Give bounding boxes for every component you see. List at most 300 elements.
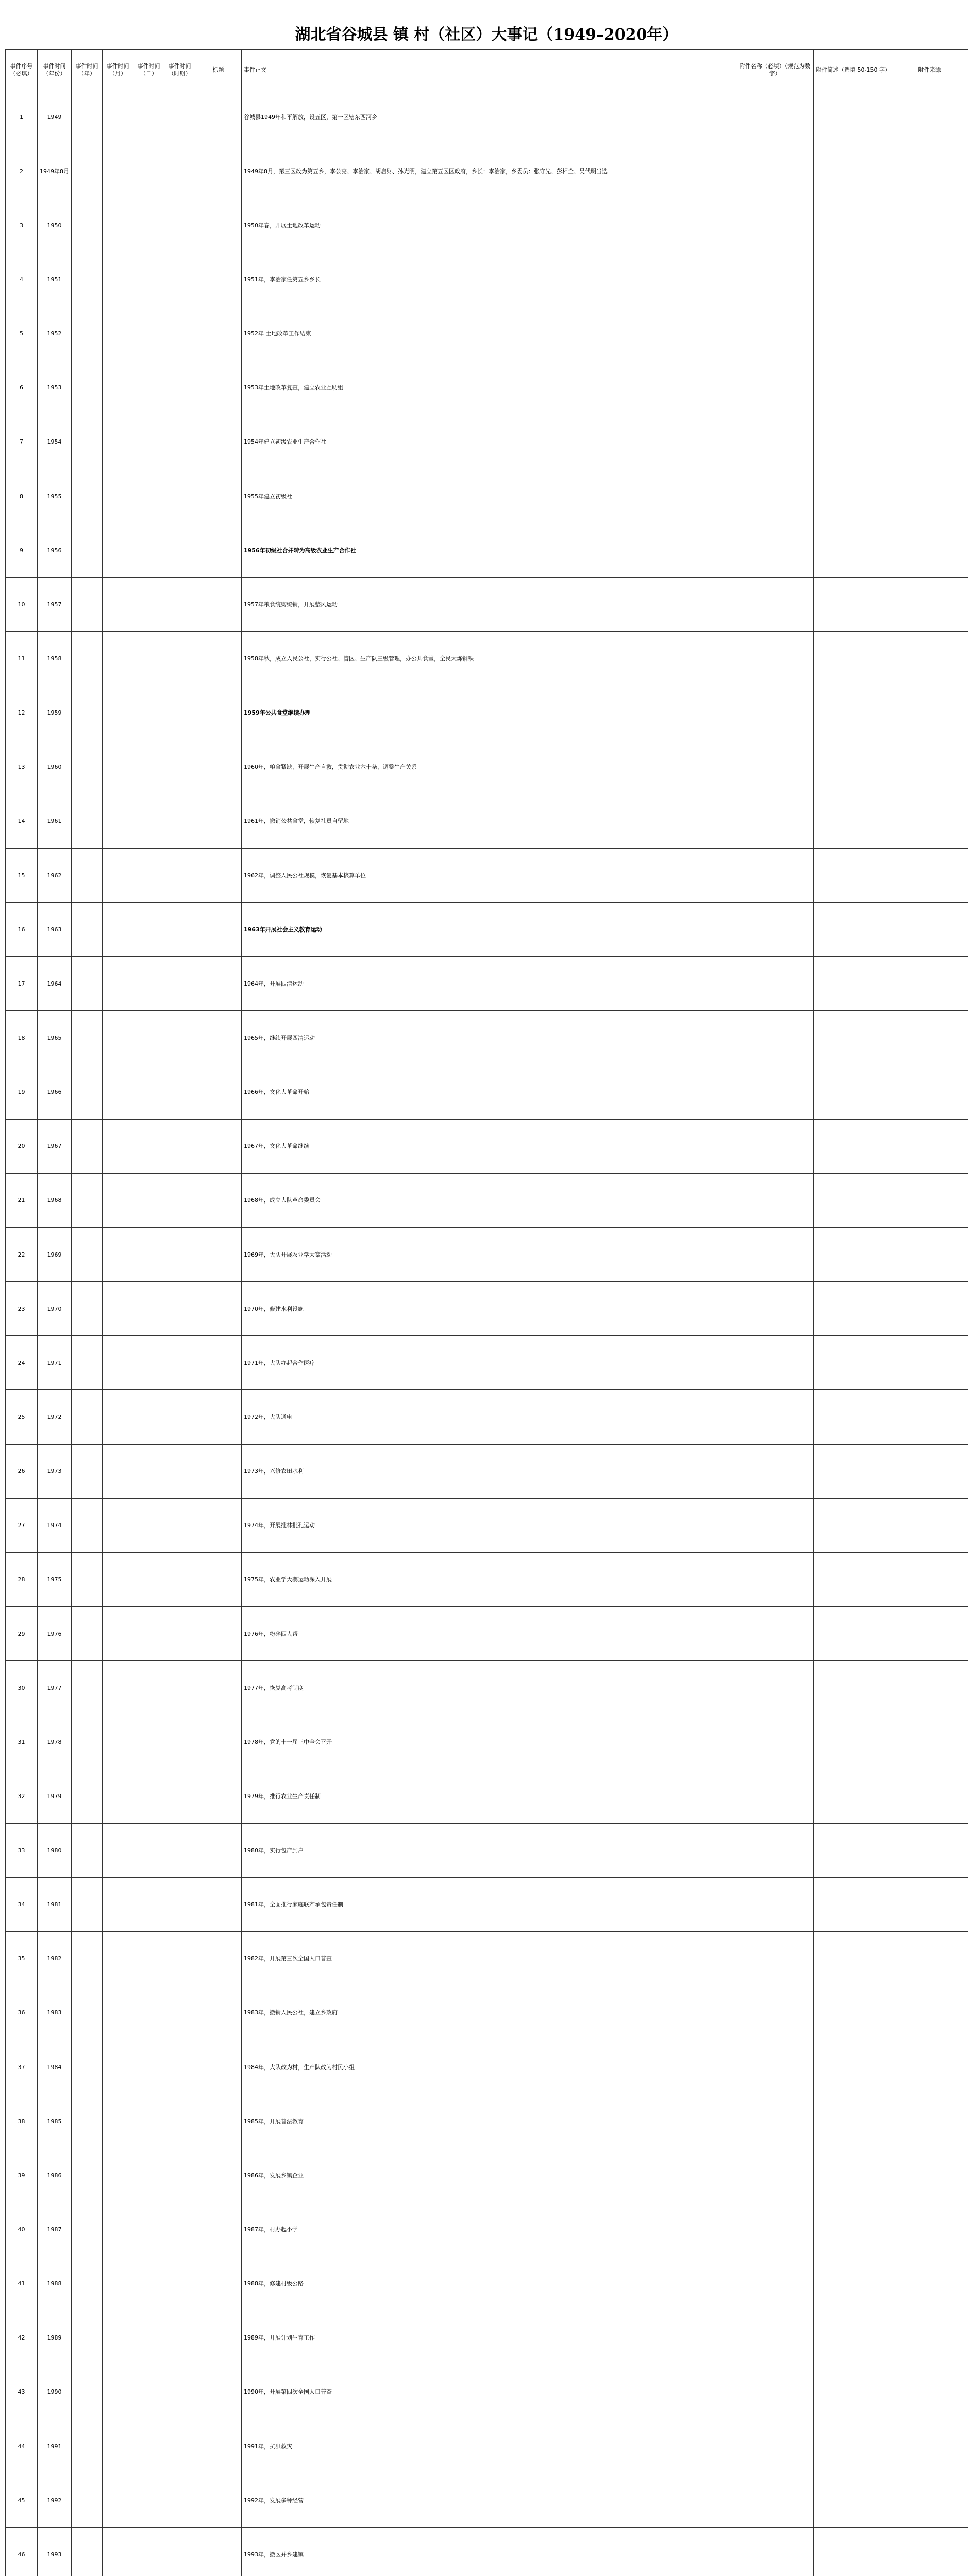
- empty-cell: [891, 1011, 968, 1065]
- empty-cell: [736, 2094, 814, 2148]
- empty-cell: [195, 1823, 242, 1877]
- empty-cell: [814, 740, 891, 794]
- event-text-cell: 1956年初级社合并转为高级农业生产合作社: [242, 523, 736, 578]
- event-number-cell: 32: [6, 1769, 38, 1823]
- empty-cell: [891, 1986, 968, 2040]
- empty-cell: [814, 2257, 891, 2311]
- empty-cell: [195, 794, 242, 848]
- event-year-cell: 1966: [38, 1065, 72, 1119]
- empty-cell: [736, 1011, 814, 1065]
- empty-cell: [814, 686, 891, 740]
- empty-cell: [103, 2311, 133, 2365]
- table-row: [6, 1444, 968, 1498]
- empty-cell: [133, 1390, 164, 1444]
- empty-cell: [891, 1661, 968, 1715]
- empty-cell: [891, 415, 968, 469]
- empty-cell: [133, 2202, 164, 2257]
- event-year-cell: 1980: [38, 1823, 72, 1877]
- empty-cell: [133, 1823, 164, 1877]
- event-year-cell: 1989: [38, 2311, 72, 2365]
- empty-cell: [72, 2202, 103, 2257]
- empty-cell: [736, 523, 814, 578]
- header-cell: 事件时间（年份）: [38, 50, 72, 90]
- empty-cell: [814, 1011, 891, 1065]
- event-text-cell: 1963年开展社会主义教育运动: [242, 903, 736, 957]
- empty-cell: [133, 2040, 164, 2094]
- empty-cell: [103, 1011, 133, 1065]
- empty-cell: [164, 686, 195, 740]
- empty-cell: [72, 1282, 103, 1336]
- empty-cell: [736, 2148, 814, 2202]
- empty-cell: [195, 848, 242, 902]
- empty-cell: [195, 2202, 242, 2257]
- table-body: [6, 90, 968, 2576]
- empty-cell: [164, 2094, 195, 2148]
- empty-cell: [72, 144, 103, 198]
- empty-cell: [736, 903, 814, 957]
- empty-cell: [814, 1173, 891, 1227]
- empty-cell: [736, 957, 814, 1011]
- event-number-cell: 25: [6, 1390, 38, 1444]
- empty-cell: [103, 632, 133, 686]
- empty-cell: [72, 1986, 103, 2040]
- empty-cell: [72, 1390, 103, 1444]
- header-cell: 事件时间（年）: [72, 50, 103, 90]
- empty-cell: [164, 1173, 195, 1227]
- event-year-cell: 1949: [38, 90, 72, 144]
- header-cell: 事件时间（时期）: [164, 50, 195, 90]
- empty-cell: [103, 2419, 133, 2473]
- empty-cell: [736, 794, 814, 848]
- empty-cell: [814, 957, 891, 1011]
- event-number-cell: 23: [6, 1282, 38, 1336]
- empty-cell: [133, 1011, 164, 1065]
- empty-cell: [72, 2419, 103, 2473]
- empty-cell: [736, 307, 814, 361]
- event-year-cell: 1965: [38, 1011, 72, 1065]
- empty-cell: [72, 1661, 103, 1715]
- empty-cell: [103, 1552, 133, 1606]
- empty-cell: [133, 2419, 164, 2473]
- empty-cell: [814, 2528, 891, 2576]
- empty-cell: [736, 2419, 814, 2473]
- empty-cell: [891, 1390, 968, 1444]
- empty-cell: [736, 2257, 814, 2311]
- empty-cell: [195, 1227, 242, 1281]
- empty-cell: [164, 1282, 195, 1336]
- event-text-cell: 1970年，修建水利设施: [242, 1282, 736, 1336]
- empty-cell: [72, 2040, 103, 2094]
- empty-cell: [195, 1282, 242, 1336]
- empty-cell: [736, 1715, 814, 1769]
- table-row: [6, 1877, 968, 1931]
- table-row: [6, 2257, 968, 2311]
- event-number-cell: 38: [6, 2094, 38, 2148]
- empty-cell: [814, 1119, 891, 1173]
- empty-cell: [814, 523, 891, 578]
- table-row: [6, 307, 968, 361]
- empty-cell: [164, 1823, 195, 1877]
- empty-cell: [814, 2473, 891, 2528]
- empty-cell: [814, 1606, 891, 1660]
- event-number-cell: 10: [6, 578, 38, 632]
- event-year-cell: 1964: [38, 957, 72, 1011]
- event-text-cell: 1982年，开展第三次全国人口普查: [242, 1931, 736, 1986]
- empty-cell: [133, 1498, 164, 1552]
- empty-cell: [133, 1552, 164, 1606]
- empty-cell: [133, 198, 164, 252]
- empty-cell: [103, 740, 133, 794]
- empty-cell: [72, 1498, 103, 1552]
- empty-cell: [72, 740, 103, 794]
- empty-cell: [736, 1661, 814, 1715]
- table-row: [6, 361, 968, 415]
- empty-cell: [891, 307, 968, 361]
- header-cell: 事件正文: [242, 50, 736, 90]
- empty-cell: [103, 1931, 133, 1986]
- event-number-cell: 5: [6, 307, 38, 361]
- empty-cell: [891, 1877, 968, 1931]
- event-text-cell: 1965年，继续开展四清运动: [242, 1011, 736, 1065]
- empty-cell: [164, 2148, 195, 2202]
- empty-cell: [891, 957, 968, 1011]
- event-number-cell: 29: [6, 1606, 38, 1660]
- empty-cell: [814, 307, 891, 361]
- header-cell: 附件简述（选填 50-150 字）: [814, 50, 891, 90]
- empty-cell: [814, 2094, 891, 2148]
- empty-cell: [736, 2040, 814, 2094]
- empty-cell: [195, 1986, 242, 2040]
- empty-cell: [736, 1065, 814, 1119]
- empty-cell: [164, 144, 195, 198]
- empty-cell: [103, 1065, 133, 1119]
- empty-cell: [133, 848, 164, 902]
- empty-cell: [164, 252, 195, 307]
- empty-cell: [133, 740, 164, 794]
- event-year-cell: 1976: [38, 1606, 72, 1660]
- event-number-cell: 15: [6, 848, 38, 902]
- event-text-cell: 1986年，发展乡镇企业: [242, 2148, 736, 2202]
- event-year-cell: 1949年8月: [38, 144, 72, 198]
- empty-cell: [814, 1336, 891, 1390]
- empty-cell: [164, 740, 195, 794]
- empty-cell: [72, 2473, 103, 2528]
- event-number-cell: 35: [6, 1931, 38, 1986]
- event-text-cell: 1959年公共食堂继续办理: [242, 686, 736, 740]
- empty-cell: [891, 469, 968, 523]
- event-text-cell: 1975年，农业学大寨运动深入开展: [242, 1552, 736, 1606]
- event-year-cell: 1991: [38, 2419, 72, 2473]
- header-cell: 附件名称（必填）（规范为数字）: [736, 50, 814, 90]
- header-cell: 事件时间（日）: [133, 50, 164, 90]
- empty-cell: [814, 469, 891, 523]
- event-number-cell: 28: [6, 1552, 38, 1606]
- empty-cell: [164, 1986, 195, 2040]
- empty-cell: [736, 1227, 814, 1281]
- empty-cell: [891, 1282, 968, 1336]
- header-cell: 事件时间（月）: [103, 50, 133, 90]
- empty-cell: [164, 1769, 195, 1823]
- event-text-cell: 1976年，粉碎四人帮: [242, 1606, 736, 1660]
- event-number-cell: 45: [6, 2473, 38, 2528]
- empty-cell: [72, 2311, 103, 2365]
- empty-cell: [72, 1227, 103, 1281]
- header-cell: 事件序号（必填）: [6, 50, 38, 90]
- empty-cell: [103, 1986, 133, 2040]
- event-year-cell: 1987: [38, 2202, 72, 2257]
- empty-cell: [736, 1282, 814, 1336]
- table-row: [6, 632, 968, 686]
- event-text-cell: 1983年，撤销人民公社，建立乡政府: [242, 1986, 736, 2040]
- empty-cell: [164, 1011, 195, 1065]
- empty-cell: [195, 632, 242, 686]
- empty-cell: [891, 2365, 968, 2419]
- empty-cell: [195, 740, 242, 794]
- empty-cell: [195, 686, 242, 740]
- event-year-cell: 1979: [38, 1769, 72, 1823]
- event-text-cell: 1961年，撤销公共食堂，恢复社员自留地: [242, 794, 736, 848]
- empty-cell: [133, 1444, 164, 1498]
- event-text-cell: 1955年建立初级社: [242, 469, 736, 523]
- empty-cell: [814, 794, 891, 848]
- event-number-cell: 16: [6, 903, 38, 957]
- empty-cell: [736, 1877, 814, 1931]
- empty-cell: [103, 1715, 133, 1769]
- empty-cell: [195, 2365, 242, 2419]
- empty-cell: [195, 1661, 242, 1715]
- empty-cell: [195, 144, 242, 198]
- event-year-cell: 1978: [38, 1715, 72, 1769]
- empty-cell: [133, 1606, 164, 1660]
- empty-cell: [195, 2257, 242, 2311]
- event-text-cell: 1951年，李治家任第五乡乡长: [242, 252, 736, 307]
- empty-cell: [133, 523, 164, 578]
- empty-cell: [103, 578, 133, 632]
- empty-cell: [133, 2473, 164, 2528]
- event-number-cell: 3: [6, 198, 38, 252]
- empty-cell: [72, 1877, 103, 1931]
- empty-cell: [814, 415, 891, 469]
- event-text-cell: 1987年，村办起小学: [242, 2202, 736, 2257]
- empty-cell: [195, 1390, 242, 1444]
- table-row: [6, 1769, 968, 1823]
- empty-cell: [195, 2473, 242, 2528]
- event-text-cell: 1978年，党的十一届三中全会召开: [242, 1715, 736, 1769]
- table-row: [6, 2311, 968, 2365]
- empty-cell: [736, 252, 814, 307]
- empty-cell: [814, 1715, 891, 1769]
- empty-cell: [891, 740, 968, 794]
- event-year-cell: 1993: [38, 2528, 72, 2576]
- empty-cell: [891, 90, 968, 144]
- event-number-cell: 27: [6, 1498, 38, 1552]
- event-number-cell: 40: [6, 2202, 38, 2257]
- empty-cell: [103, 198, 133, 252]
- table-row: [6, 2419, 968, 2473]
- empty-cell: [891, 144, 968, 198]
- empty-cell: [195, 1877, 242, 1931]
- empty-cell: [164, 2473, 195, 2528]
- empty-cell: [195, 1498, 242, 1552]
- event-number-cell: 37: [6, 2040, 38, 2094]
- event-number-cell: 6: [6, 361, 38, 415]
- event-year-cell: 1969: [38, 1227, 72, 1281]
- empty-cell: [891, 2257, 968, 2311]
- empty-cell: [814, 1986, 891, 2040]
- empty-cell: [164, 90, 195, 144]
- empty-cell: [72, 2528, 103, 2576]
- empty-cell: [72, 1065, 103, 1119]
- event-year-cell: 1990: [38, 2365, 72, 2419]
- empty-cell: [164, 361, 195, 415]
- event-year-cell: 1975: [38, 1552, 72, 1606]
- empty-cell: [814, 1498, 891, 1552]
- table-row: [6, 1227, 968, 1281]
- event-text-cell: 1958年秋，成立人民公社，实行公社、管区、生产队三级管理，办公共食堂，全民大炼钢铁: [242, 632, 736, 686]
- table-header-row: [6, 50, 968, 90]
- empty-cell: [72, 1715, 103, 1769]
- empty-cell: [103, 144, 133, 198]
- empty-cell: [133, 957, 164, 1011]
- table-row: [6, 1282, 968, 1336]
- empty-cell: [103, 1227, 133, 1281]
- empty-cell: [736, 686, 814, 740]
- empty-cell: [103, 2365, 133, 2419]
- empty-cell: [814, 2419, 891, 2473]
- event-number-cell: 31: [6, 1715, 38, 1769]
- empty-cell: [72, 2148, 103, 2202]
- table-row: [6, 578, 968, 632]
- table-row: [6, 1986, 968, 2040]
- empty-cell: [814, 1390, 891, 1444]
- empty-cell: [814, 1877, 891, 1931]
- empty-cell: [195, 1715, 242, 1769]
- empty-cell: [891, 1227, 968, 1281]
- empty-cell: [736, 1444, 814, 1498]
- empty-cell: [103, 2040, 133, 2094]
- table-row: [6, 1931, 968, 1986]
- empty-cell: [133, 1227, 164, 1281]
- table-row: [6, 2528, 968, 2576]
- empty-cell: [133, 903, 164, 957]
- empty-cell: [72, 686, 103, 740]
- empty-cell: [736, 1986, 814, 2040]
- empty-cell: [891, 1119, 968, 1173]
- event-text-cell: 1984年，大队改为村，生产队改为村民小组: [242, 2040, 736, 2094]
- page-title: 湖北省谷城县 镇 村（社区）大事记（1949–2020年）: [295, 26, 678, 44]
- event-year-cell: 1986: [38, 2148, 72, 2202]
- table-row: [6, 2473, 968, 2528]
- empty-cell: [72, 90, 103, 144]
- empty-cell: [736, 2202, 814, 2257]
- empty-cell: [195, 1931, 242, 1986]
- event-number-cell: 42: [6, 2311, 38, 2365]
- event-text-cell: 谷城县1949年和平解放，设五区，第一区辖东西河乡: [242, 90, 736, 144]
- empty-cell: [164, 2365, 195, 2419]
- empty-cell: [891, 1444, 968, 1498]
- empty-cell: [195, 198, 242, 252]
- empty-cell: [736, 198, 814, 252]
- table-row: [6, 740, 968, 794]
- empty-cell: [195, 2419, 242, 2473]
- empty-cell: [103, 794, 133, 848]
- empty-cell: [72, 2365, 103, 2419]
- event-number-cell: 21: [6, 1173, 38, 1227]
- empty-cell: [103, 1606, 133, 1660]
- empty-cell: [736, 1552, 814, 1606]
- empty-cell: [891, 361, 968, 415]
- empty-cell: [736, 1769, 814, 1823]
- empty-cell: [164, 198, 195, 252]
- empty-cell: [103, 2473, 133, 2528]
- empty-cell: [195, 1606, 242, 1660]
- empty-cell: [72, 1769, 103, 1823]
- empty-cell: [133, 1715, 164, 1769]
- event-year-cell: 1954: [38, 415, 72, 469]
- empty-cell: [133, 1769, 164, 1823]
- empty-cell: [814, 1552, 891, 1606]
- event-year-cell: 1981: [38, 1877, 72, 1931]
- empty-cell: [103, 2202, 133, 2257]
- event-year-cell: 1977: [38, 1661, 72, 1715]
- table-row: [6, 1606, 968, 1660]
- empty-cell: [72, 2094, 103, 2148]
- empty-cell: [103, 1498, 133, 1552]
- event-text-cell: 1977年，恢复高考制度: [242, 1661, 736, 1715]
- empty-cell: [133, 1119, 164, 1173]
- event-number-cell: 14: [6, 794, 38, 848]
- empty-cell: [164, 1931, 195, 1986]
- empty-cell: [72, 469, 103, 523]
- empty-cell: [103, 252, 133, 307]
- empty-cell: [891, 1606, 968, 1660]
- empty-cell: [133, 361, 164, 415]
- empty-cell: [133, 686, 164, 740]
- empty-cell: [103, 1823, 133, 1877]
- table-row: [6, 1390, 968, 1444]
- empty-cell: [814, 361, 891, 415]
- event-text-cell: 1968年，成立大队革命委员会: [242, 1173, 736, 1227]
- empty-cell: [814, 1661, 891, 1715]
- empty-cell: [133, 1173, 164, 1227]
- event-text-cell: 1993年，撤区并乡建镇: [242, 2528, 736, 2576]
- event-text-cell: 1953年土地改革复查，建立农业互助组: [242, 361, 736, 415]
- events-table: [5, 49, 968, 2576]
- empty-cell: [736, 1606, 814, 1660]
- empty-cell: [72, 957, 103, 1011]
- empty-cell: [72, 1336, 103, 1390]
- event-text-cell: 1971年，大队办起合作医疗: [242, 1336, 736, 1390]
- table-row: [6, 1173, 968, 1227]
- table-row: [6, 144, 968, 198]
- event-number-cell: 33: [6, 1823, 38, 1877]
- event-year-cell: 1972: [38, 1390, 72, 1444]
- empty-cell: [133, 1986, 164, 2040]
- empty-cell: [891, 2419, 968, 2473]
- empty-cell: [133, 415, 164, 469]
- empty-cell: [72, 1823, 103, 1877]
- empty-cell: [164, 469, 195, 523]
- empty-cell: [164, 578, 195, 632]
- event-number-cell: 39: [6, 2148, 38, 2202]
- empty-cell: [133, 144, 164, 198]
- empty-cell: [133, 1931, 164, 1986]
- empty-cell: [195, 1173, 242, 1227]
- empty-cell: [891, 2148, 968, 2202]
- event-number-cell: 41: [6, 2257, 38, 2311]
- empty-cell: [103, 469, 133, 523]
- empty-cell: [195, 415, 242, 469]
